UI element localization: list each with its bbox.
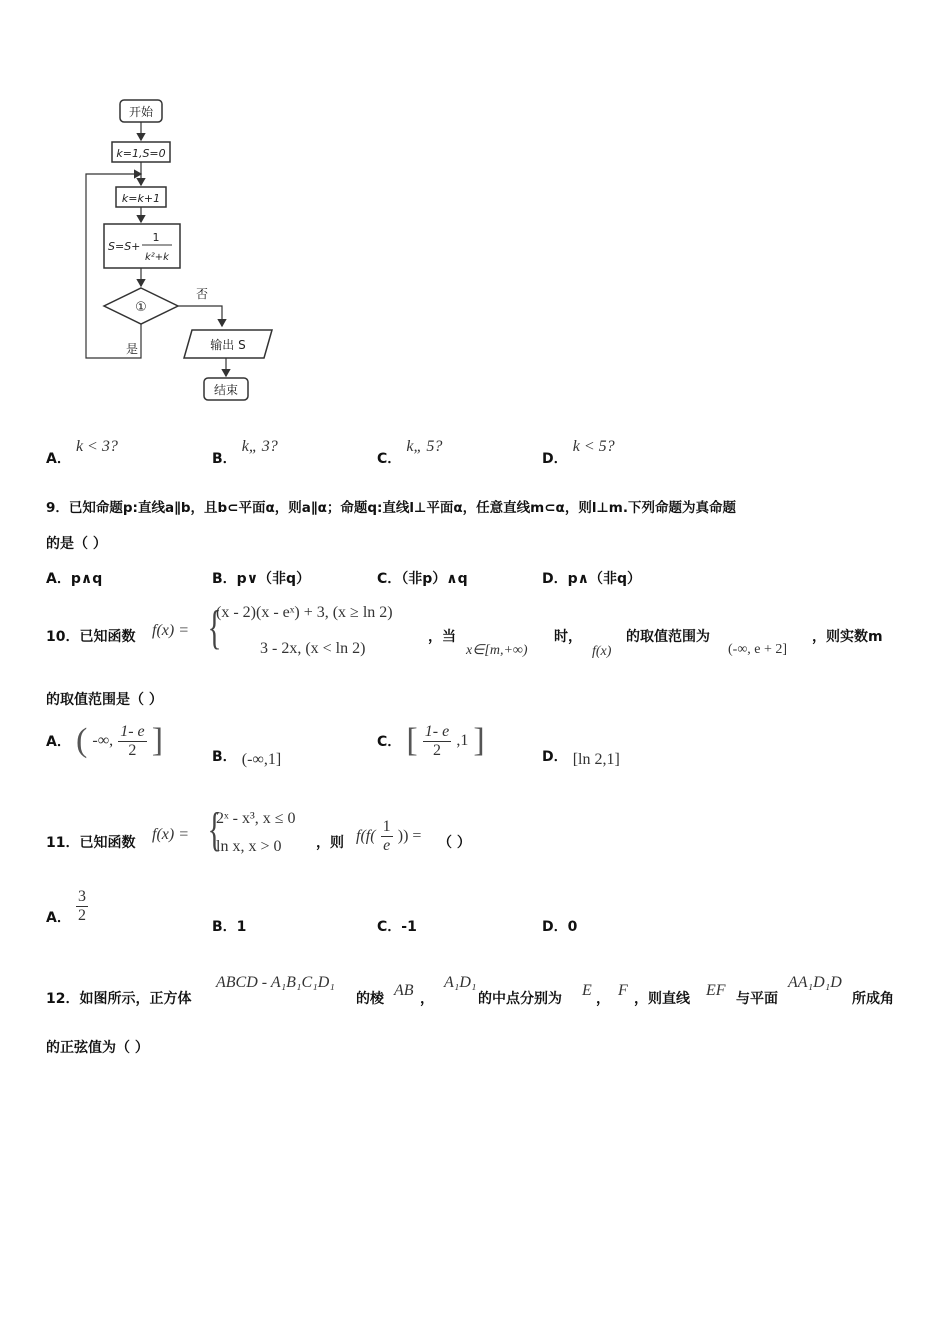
q10-option-a-lparen: ( <box>75 722 88 759</box>
q9-option-c-label: C． <box>377 571 402 587</box>
q11-option-a[interactable] <box>46 888 88 925</box>
flow-update-den: k²+k <box>145 252 169 263</box>
q10-option-b-label: B． <box>212 749 237 765</box>
q11-expr-num: 1 <box>382 818 391 835</box>
q12-ab: AB <box>394 982 414 999</box>
q11-brace: { <box>207 803 222 856</box>
flow-no-label: 否 <box>196 287 209 301</box>
q10-case1: (x - 2)(x - eˣ) + 3, (x ≥ ln 2) <box>216 604 393 621</box>
flow-output-text: 输出 S <box>210 338 246 352</box>
q9-option-d[interactable] <box>542 568 641 588</box>
flow-start-text: 开始 <box>128 105 154 119</box>
q9-option-b-value: p∨（非q） <box>236 571 311 587</box>
q8-option-c-label: C． <box>377 451 402 467</box>
q10-fx: f(x) = <box>152 622 189 639</box>
q10-option-b[interactable] <box>212 746 281 766</box>
q11-option-b[interactable] <box>212 916 246 936</box>
q11-option-a-num: 3 <box>77 888 86 905</box>
q10-option-b-value: (-∞,1] <box>241 751 282 768</box>
q8-option-d-label: D． <box>542 451 568 467</box>
q9-option-a-value: p∧q <box>70 571 103 587</box>
q8-option-c[interactable] <box>377 436 443 467</box>
q12-ef: EF <box>706 982 726 999</box>
q11-fx: f(x) = <box>152 826 189 843</box>
flow-inc-text: k=k+1 <box>121 192 161 205</box>
q12-stem-line2: 的正弦值为（ ） <box>46 1040 149 1056</box>
q10-fx2: f(x) <box>592 644 612 659</box>
q11-option-b-label: B． <box>212 919 237 935</box>
q12-cube: ABCD - A₁B₁C₁D₁ <box>216 974 335 991</box>
q12-e: E <box>582 982 592 999</box>
q9-option-b-label: B． <box>212 571 237 587</box>
q10-prefix: 10．已知函数 <box>46 629 136 645</box>
q12-comma2: ， <box>596 991 610 1007</box>
q10-option-a-frac <box>118 723 146 760</box>
q11-expr-post: )) = <box>397 827 422 845</box>
q12-comma1: ， <box>420 991 434 1007</box>
q11-then: ，则 <box>316 835 344 851</box>
q12-f: F <box>618 982 628 999</box>
q10-option-c-label: C． <box>377 734 402 750</box>
q11-paren: （ ） <box>438 835 471 851</box>
q10-brace: { <box>207 601 222 654</box>
q8-option-a-label: A． <box>46 451 71 467</box>
q11-option-a-den: 2 <box>77 907 86 924</box>
q10-option-c-den: 2 <box>433 741 442 759</box>
q12-t1: 12．如图所示，正方体 <box>46 991 192 1007</box>
q11-case1: 2ˣ - x³, x ≤ 0 <box>216 810 296 827</box>
q11-prefix: 11．已知函数 <box>46 835 136 851</box>
q12-t5: 与平面 <box>736 991 778 1007</box>
q9-option-d-label: D． <box>542 571 568 587</box>
q12-t2: 的棱 <box>356 991 384 1007</box>
q11-option-d-label: D． <box>542 919 568 935</box>
q11-expr <box>356 818 421 855</box>
q10-option-c-frac <box>423 723 451 760</box>
q12-plane: AA₁D₁D <box>788 974 842 991</box>
q8-option-b-value: k„ 3? <box>241 438 278 455</box>
q9-option-a-label: A． <box>46 571 71 587</box>
q10-case2: 3 - 2x, (x < ln 2) <box>260 640 366 657</box>
q10-option-c-rbracket: ] <box>473 722 485 759</box>
q10-domain: x∈[m,+∞) <box>466 643 528 658</box>
q10-option-a-den: 2 <box>128 741 137 759</box>
q10-option-d[interactable] <box>542 746 620 766</box>
q10-option-d-label: D． <box>542 749 568 765</box>
q10-option-a[interactable] <box>46 722 163 760</box>
q10-option-d-value: [ln 2,1] <box>572 751 620 768</box>
flow-decision-text: ① <box>135 300 147 315</box>
q11-option-c[interactable] <box>377 916 417 936</box>
q12-a1d1: A₁D₁ <box>444 974 477 991</box>
q10-option-c-post: ,1 <box>456 732 469 749</box>
q11-option-d[interactable] <box>542 916 577 936</box>
q9-option-d-value: p∧（非q） <box>567 571 642 587</box>
q8-option-a[interactable] <box>46 436 118 467</box>
q12-t4: ，则直线 <box>634 991 690 1007</box>
q9-stem-line1: 9．已知命题p:直线a∥b，且b⊂平面α，则a∥α；命题q:直线l⊥平面α，任意直线m⊂α，则l⊥m.下列命题为真命题 <box>46 500 736 516</box>
q11-option-b-value: 1 <box>236 919 247 935</box>
q10-option-c-num: 1- e <box>424 722 450 740</box>
q9-option-a[interactable] <box>46 568 102 588</box>
q10-range: (-∞, e + 2] <box>728 642 788 657</box>
q8-option-d[interactable] <box>542 436 615 467</box>
q11-case2: ln x, x > 0 <box>216 838 282 855</box>
flow-init-text: k=1,S=0 <box>116 147 166 160</box>
flow-update-prefix: S=S+ <box>108 240 141 253</box>
q10-range-text: 的取值范围为 <box>626 629 710 645</box>
q11-option-a-label: A． <box>46 909 71 926</box>
q10-option-c-lbracket: [ <box>406 722 418 759</box>
q12-t3: 的中点分别为 <box>478 991 562 1007</box>
q11-option-c-value: -1 <box>401 919 417 935</box>
q8-option-d-value: k < 5? <box>572 438 615 455</box>
q8-option-b[interactable] <box>212 436 278 467</box>
flowchart <box>80 90 280 410</box>
q11-expr-frac <box>381 818 393 855</box>
q9-option-c[interactable] <box>377 568 468 588</box>
q10-option-a-num: 1- e <box>120 722 145 740</box>
q12-t6: 所成角 <box>852 991 894 1007</box>
q8-option-a-value: k < 3? <box>75 438 118 455</box>
q11-expr-den: e <box>383 837 391 854</box>
q10-option-c[interactable] <box>377 722 485 760</box>
q8-option-b-label: B． <box>212 451 237 467</box>
q9-option-c-value: （非p）∧q <box>401 571 468 587</box>
q9-stem-line2: 的是（ ） <box>46 536 107 552</box>
q9-option-b[interactable] <box>212 568 310 588</box>
flow-yes-label: 是 <box>126 342 139 356</box>
q10-when: ，当 <box>428 629 456 645</box>
q10-option-a-label: A． <box>46 734 71 750</box>
q8-option-c-value: k„ 5? <box>406 438 443 455</box>
q10-shi: 时， <box>554 629 582 645</box>
q11-option-a-frac <box>76 888 88 925</box>
q10-option-a-pre: -∞, <box>92 732 114 749</box>
q10-stem-line2: 的取值范围是（ ） <box>46 692 163 708</box>
q11-option-d-value: 0 <box>567 919 578 935</box>
q10-option-a-rbracket: ] <box>151 722 164 759</box>
flow-end-text: 结束 <box>213 383 239 397</box>
flow-update-num: 1 <box>152 231 160 244</box>
q11-expr-pre: f(f( <box>356 827 376 845</box>
q11-option-c-label: C． <box>377 919 402 935</box>
q10-tail: ，则实数m <box>812 629 883 645</box>
